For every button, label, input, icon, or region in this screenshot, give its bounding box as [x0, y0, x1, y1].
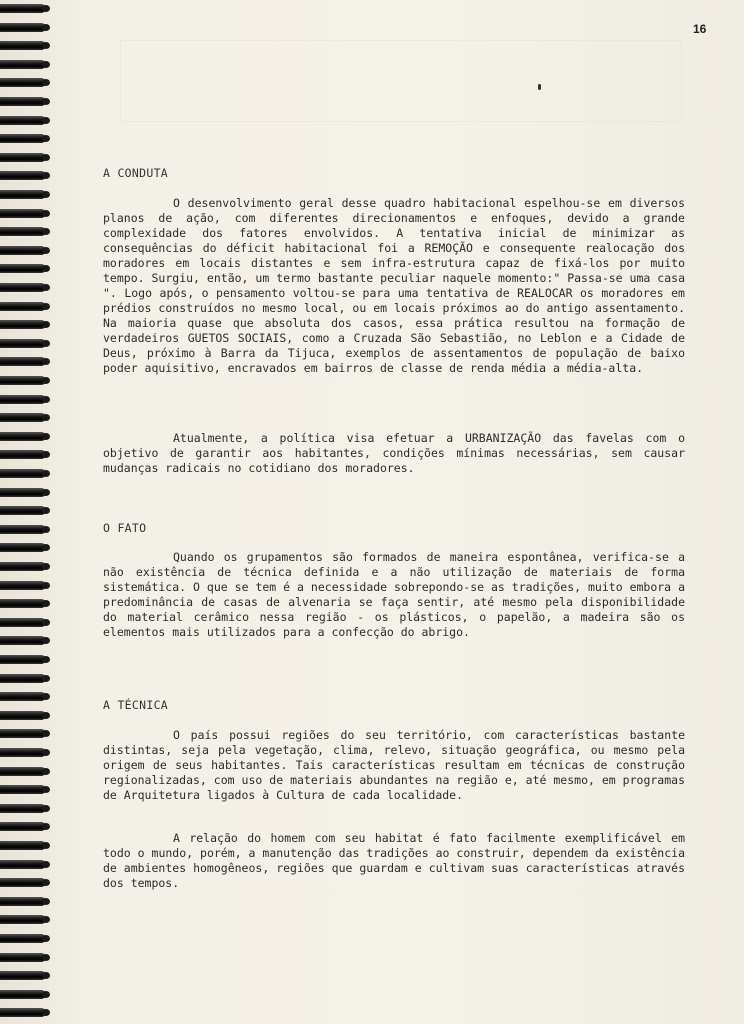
spiral-coil	[0, 4, 46, 13]
spiral-coil	[0, 562, 46, 571]
section-heading-tecnica: A TÉCNICA	[103, 698, 169, 712]
spiral-coil	[0, 153, 46, 162]
spiral-coil	[0, 934, 46, 943]
spiral-coil	[0, 60, 46, 69]
spiral-coil	[0, 413, 46, 422]
spiral-coil	[0, 971, 46, 980]
spiral-coil	[0, 990, 46, 999]
spiral-coil	[0, 227, 46, 236]
spiral-coil	[0, 283, 46, 292]
spiral-coil	[0, 97, 46, 106]
spiral-coil	[0, 636, 46, 645]
spiral-coil	[0, 953, 46, 962]
paragraph-text: O país possui regiões do seu território, com características bastante distintas, seja pela vegetação, clima, relevo, situação geográfica, ou mesmo pela origem de seus habitantes. Tais características resultam em técnicas de construção regionalizadas, com uso de materiais abundantes na região e, até mesmo, em programas de Arquitetura ligados à Cultura de cada localidade.	[103, 728, 685, 802]
section-heading-fato: O FATO	[103, 521, 147, 535]
section-heading-conduta: A CONDUTA	[103, 166, 169, 180]
spiral-coil	[0, 860, 46, 869]
spiral-coil	[0, 339, 46, 348]
spiral-coil	[0, 822, 46, 831]
spiral-coil	[0, 506, 46, 515]
ink-dot	[538, 84, 541, 90]
spiral-coil	[0, 395, 46, 404]
spiral-coil	[0, 246, 46, 255]
spiral-coil	[0, 116, 46, 125]
spiral-binding	[0, 0, 52, 1024]
spiral-coil	[0, 599, 46, 608]
paragraph	[103, 831, 685, 891]
spiral-coil	[0, 841, 46, 850]
show-through-ghost	[120, 40, 682, 122]
spiral-coil	[0, 543, 46, 552]
spiral-coil	[0, 469, 46, 478]
spiral-coil	[0, 23, 46, 32]
spiral-coil	[0, 655, 46, 664]
spiral-coil	[0, 878, 46, 887]
spiral-coil	[0, 264, 46, 273]
spiral-coil	[0, 618, 46, 627]
paragraph	[103, 550, 685, 640]
spiral-coil	[0, 711, 46, 720]
spiral-coil	[0, 41, 46, 50]
page-number: 16	[693, 22, 707, 36]
spiral-coil	[0, 767, 46, 776]
paragraph-text: Quando os grupamentos são formados de maneira espontânea, verifica-se a não existência de técnica definida e a não utilização de materiais de forma sistemática. O que se tem é a necessidade sobrepondo-se as tradições, muito embora a predominância de casas de alvenaria se faça sentir, até mesmo pela disponibilidade do material cerâmico nessa região - os plásticos, o papelão, a madeira são os elementos mais utilizados para a confecção do abrigo.	[103, 550, 685, 639]
paragraph	[103, 196, 685, 376]
spiral-coil	[0, 1008, 46, 1017]
paragraph-text: O desenvolvimento geral desse quadro habitacional espelhou-se em diversos planos de ação, com diferentes direcionamentos e enfoques, devido a grande complexidade dos fatores envolvidos. A tentativa inicial de minimizar as consequências do déficit habitacional foi a REMOÇÃO e consequente realocação dos moradores em locais distantes e sem infra-estrutura capaz de fixá-los por muito tempo. Surgiu, então, um termo bastante peculiar naquele momento:" Passa-se uma casa ". Logo após, o pensamento voltou-se para uma tentativa de REALOCAR os moradores em prédios construídos no mesmo local, ou em locais próximos ao do antigo assentamento. Na maioria quase que absoluta dos casos, essa prática resultou na formação de verdadeiros GUETOS SOCIAIS, como a Cruzada São Sebastião, no Leblon e a Cidade de Deus, próximo à Barra da Tijuca, exemplos de assentamentos de população de baixo poder aquisitivo, encravados em bairros de classe de renda média a média-alta.	[103, 196, 685, 375]
spiral-coil	[0, 171, 46, 180]
spiral-coil	[0, 581, 46, 590]
spiral-coil	[0, 488, 46, 497]
spiral-coil	[0, 450, 46, 459]
spiral-coil	[0, 748, 46, 757]
paragraph	[103, 431, 685, 476]
spiral-coil	[0, 897, 46, 906]
spiral-coil	[0, 915, 46, 924]
paragraph-text: Atualmente, a política visa efetuar a URBANIZAÇÃO das favelas com o objetivo de garantir aos habitantes, condições mínimas necessárias, sem causar mudanças radicais no cotidiano dos moradores.	[103, 431, 685, 475]
spiral-coil	[0, 729, 46, 738]
spiral-coil	[0, 804, 46, 813]
spiral-coil	[0, 302, 46, 311]
spiral-coil	[0, 134, 46, 143]
spiral-coil	[0, 525, 46, 534]
spiral-coil	[0, 78, 46, 87]
spiral-coil	[0, 674, 46, 683]
spiral-coil	[0, 376, 46, 385]
spiral-coil	[0, 432, 46, 441]
paragraph	[103, 728, 685, 803]
spiral-coil	[0, 209, 46, 218]
paragraph-text: A relação do homem com seu habitat é fato facilmente exemplificável em todo o mundo, porém, a manutenção das tradições ao construir, dependem da existência de ambientes homogêneos, regiões que guardam e cultivam suas características através dos tempos.	[103, 831, 685, 890]
spiral-coil	[0, 785, 46, 794]
spiral-coil	[0, 320, 46, 329]
spiral-coil	[0, 692, 46, 701]
spiral-coil	[0, 190, 46, 199]
spiral-coil	[0, 357, 46, 366]
